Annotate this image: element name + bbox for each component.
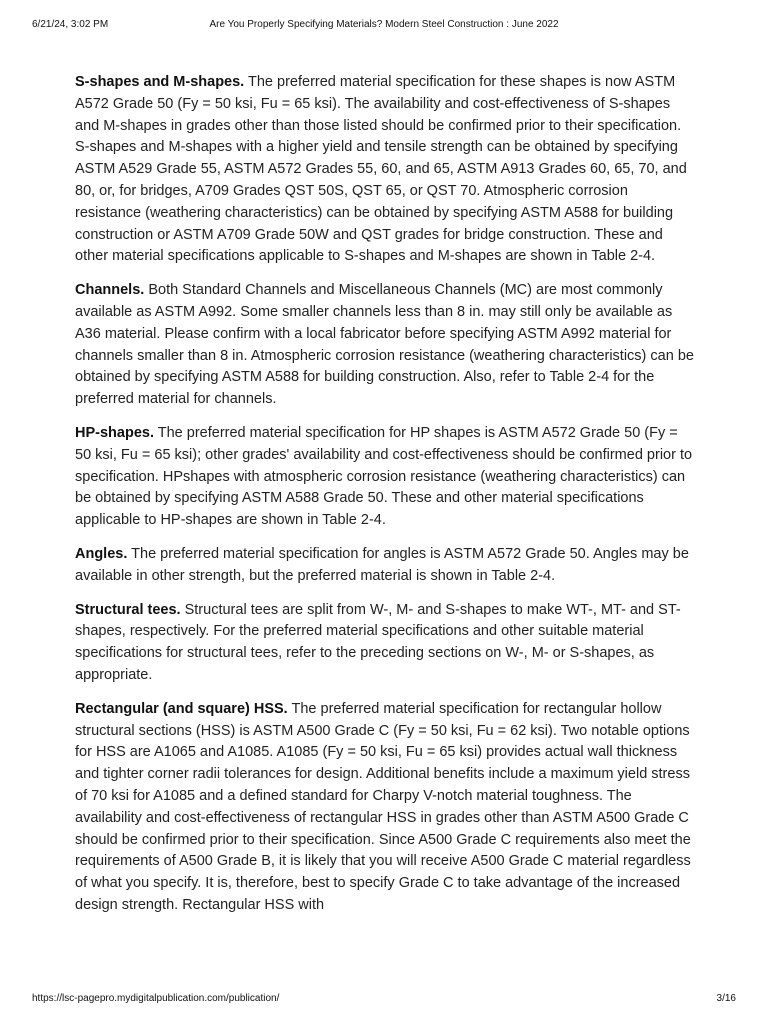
page-number: 3/16 xyxy=(716,993,736,1004)
section-channels xyxy=(75,280,695,411)
print-header xyxy=(32,19,736,33)
section-heading: Structural tees. xyxy=(75,601,181,618)
print-footer xyxy=(32,993,736,1007)
print-datetime: 6/21/24, 3:02 PM xyxy=(32,19,109,30)
section-rectangular-hss xyxy=(75,699,695,917)
section-body: Both Standard Channels and Miscellaneous Channels (MC) are most commonly available as ASTM A992. Some smaller channels less than 8 in. may still only be available as A36 material. Please confirm with a local fabricator before specifying ASTM A992 material for channels smaller than 8 in. Atmospheric corrosion resistance (weathering characteristics) can be obtained by specifying ASTM A588 for building construction. Also, refer to Table 2-4 for the preferred material for channels. xyxy=(75,282,694,408)
section-body: The preferred material specification for HP shapes is ASTM A572 Grade 50 (Fy = 50 ksi, Fu = 65 ksi); other grades' availability and cost-effectiveness should be confirmed prior to specification. HPshapes with atmospheric corrosion resistance (weathering characteristics) can be obtained by specifying ASTM A588 Grade 50. These and other material specifications applicable to HP-shapes are shown in Table 2-4. xyxy=(75,424,693,529)
document-title: Are You Properly Specifying Materials? Modern Steel Construction : June 2022 xyxy=(209,19,559,30)
section-s-and-m-shapes xyxy=(75,72,695,268)
section-heading: S-shapes and M-shapes. xyxy=(75,74,245,90)
section-hp-shapes xyxy=(75,423,695,532)
article-content xyxy=(75,72,695,929)
section-body: Structural tees are split from W-, M- and S-shapes to make WT-, MT- and ST-shapes, respectively. For the preferred material specifications and other suitable material specifications for structural tees, refer to the preceding sections on W-, M- or S-shapes, as appropriate. xyxy=(75,601,681,683)
section-heading: Angles. xyxy=(75,545,128,562)
section-heading: Rectangular (and square) HSS. xyxy=(75,700,288,717)
section-angles xyxy=(75,544,695,588)
section-body: The preferred material specification for rectangular hollow structural sections (HSS) is ASTM A500 Grade C (Fy = 50 ksi, Fu = 62 ksi). Two notable options for HSS are A1065 and A1085. A1085 (Fy = 50 ksi, Fu = 65 ksi) provides actual wall thickness and tighter corner radii tolerances for design. Additional benefits include a maximum yield stress of 70 ksi for A1085 and a defined standard for Charpy V-notch material toughness. The availability and cost-effectiveness of rectangular HSS in grades other than ASTM A500 Grade C should be confirmed prior to their specification. Since A500 Grade C requirements also meet the requirements of A500 Grade B, it is likely that you will receive A500 Grade C material regardless of what you specify. It is, therefore, best to specify Grade C to take advantage of the increased design strength. Rectangular HSS with xyxy=(75,700,691,913)
section-structural-tees xyxy=(75,600,695,687)
section-body: The preferred material specification for angles is ASTM A572 Grade 50. Angles may be available in other strength, but the preferred material is shown in Table 2-4. xyxy=(75,545,689,584)
section-heading: HP-shapes. xyxy=(75,424,154,441)
section-heading: Channels. xyxy=(75,282,145,299)
section-body: The preferred material specification for these shapes is now ASTM A572 Grade 50 (Fy = 50 ksi, Fu = 65 ksi). The availability and cost-effectiveness of S-shapes and M-shapes in grades other than those listed should be confirmed prior to their specification. S-shapes and M-shapes with a higher yield and tensile strength can be obtained by specifying ASTM A529 Grade 55, ASTM A572 Grades 55, 60, and 65, ASTM A913 Grades 60, 65, 70, and 80, or, for bridges, A709 Grades QST 50S, QST 65, or QST 70. Atmospheric corrosion resistance (weathering characteristics) can be obtained by specifying ASTM A588 for building construction or ASTM A709 Grade 50W and QST grades for bridge construction. These and other material specifications applicable to S-shapes and M-shapes are shown in Table 2-4. xyxy=(75,74,687,265)
page-url[interactable]: https://lsc-pagepro.mydigitalpublication.com/publication/ xyxy=(32,993,280,1004)
